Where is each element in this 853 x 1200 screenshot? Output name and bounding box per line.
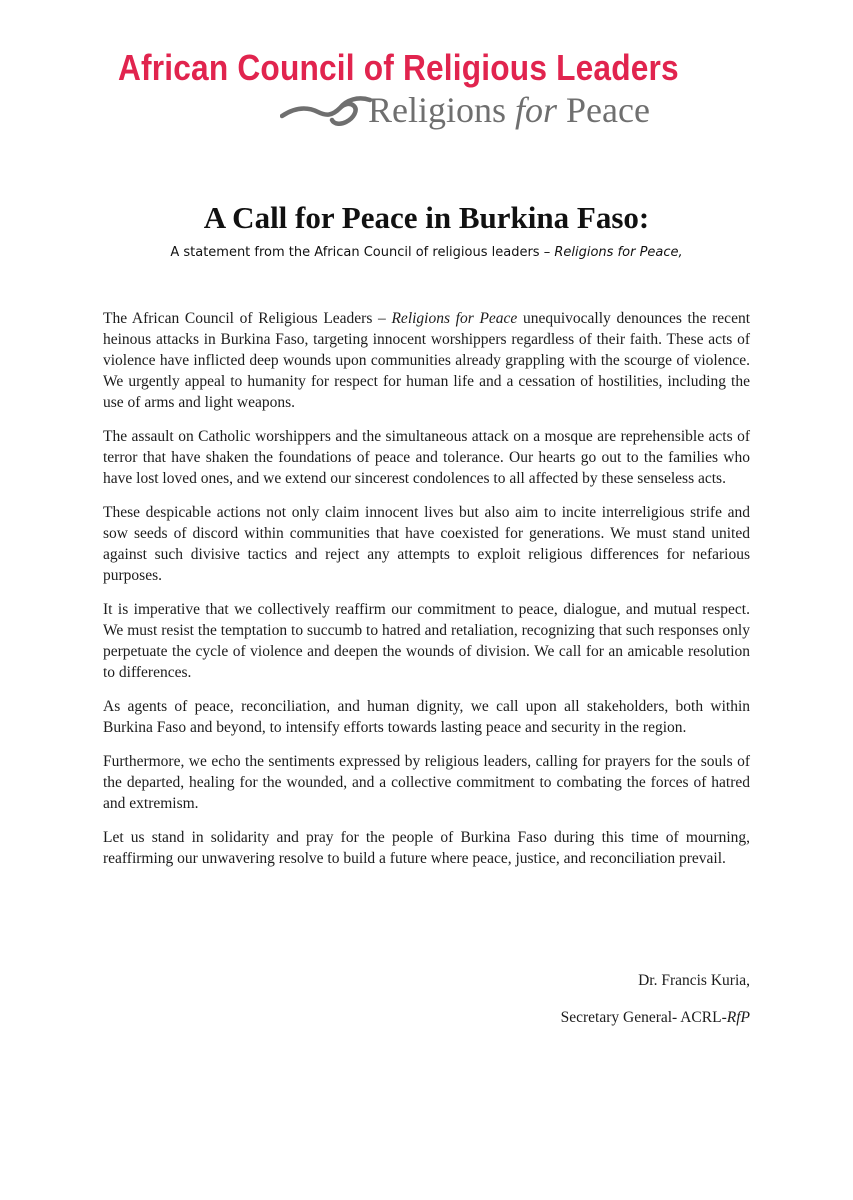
signatory-name: Dr. Francis Kuria, [638, 972, 750, 989]
p1-end: unequivocally denounces the recent heinous attacks in Burkina Faso, targeting innocent worshippers regardless of their faith. These acts of violence have inflicted deep wounds upon communities already grappling with the scourge of violence. We urgently appeal to humanity for respect for human life and a cessation of hostilities, including the use of arms and light weapons. [103, 310, 751, 411]
rfp-religions: Religions [368, 90, 516, 130]
subtitle-text: A statement from the African Council of religious leaders – [170, 245, 555, 260]
subtitle-italic: Religions for Peace, [554, 245, 683, 260]
rfp-for: for [515, 90, 558, 130]
swoosh-icon [280, 94, 376, 130]
statement-body [103, 308, 750, 882]
page-title: A Call for Peace in Burkina Faso: [203, 200, 650, 235]
role-italic: RfP [726, 1009, 750, 1026]
religions-for-peace-logo [280, 90, 740, 134]
rfp-peace: Peace [557, 90, 650, 130]
org-name: African Council of Religious Leaders [118, 47, 679, 88]
paragraph-2: The assault on Catholic worshippers and the simultaneous attack on a mosque are reprehensible acts of terror that have shaken the foundations of peace and tolerance. Our hearts go out to the families who have lost loved ones, and we extend our sincerest condolences to all affected by these senseless acts. [103, 428, 750, 487]
paragraph-1 [103, 308, 750, 413]
role-text: Secretary General- ACRL- [560, 1009, 727, 1026]
paragraph-5: As agents of peace, reconciliation, and human dignity, we call upon all stakeholders, both within Burkina Faso and beyond, to intensify efforts towards lasting peace and security in the region. [103, 698, 750, 736]
paragraph-7: Let us stand in solidarity and pray for the people of Burkina Faso during this time of mourning, reaffirming our unwavering resolve to build a future where peace, justice, and reconciliation prevail. [103, 829, 750, 867]
p1-italic: Religions for Peace [391, 310, 518, 327]
paragraph-3: These despicable actions not only claim innocent lives but also aim to incite interreligious strife and sow seeds of discord within communities that have coexisted for generations. We must stand united against such divisive tactics and reject any attempts to exploit religious differences for nefarious purposes. [103, 504, 750, 584]
paragraph-4: It is imperative that we collectively reaffirm our commitment to peace, dialogue, and mutual respect. We must resist the temptation to succumb to hatred and retaliation, recognizing that such responses only perpetuate the cycle of violence and deepen the wounds of division. We call for an amicable resolution to differences. [103, 601, 750, 681]
religions-for-peace-text [368, 90, 650, 130]
signature-block [561, 970, 750, 1028]
signatory-role [561, 1007, 750, 1028]
paragraph-6: Furthermore, we echo the sentiments expressed by religious leaders, calling for prayers for the souls of the departed, healing for the wounded, and a collective commitment to combating the forces of hatred and extremism. [103, 753, 750, 812]
p1-start: The African Council of Religious Leaders – [103, 310, 392, 327]
page-subtitle [0, 244, 853, 262]
